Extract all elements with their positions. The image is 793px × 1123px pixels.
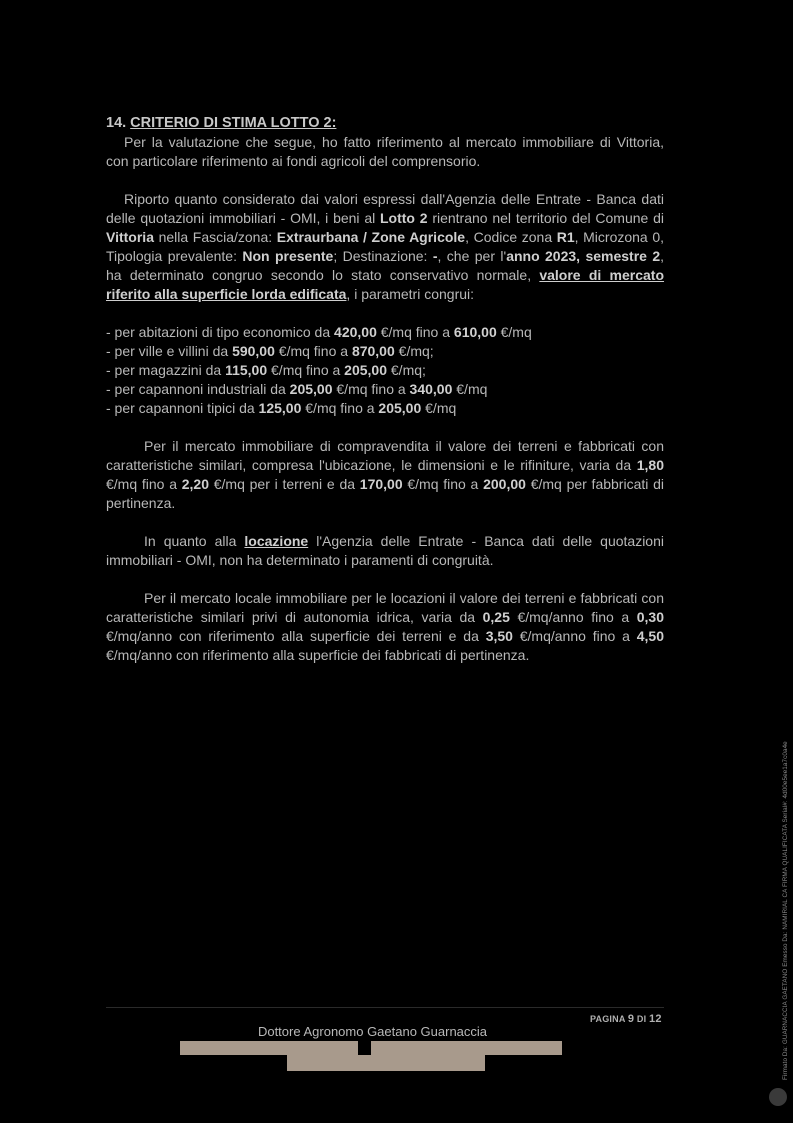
omi-paragraph: Riporto quanto considerato dai valori espressi dall'Agenzia delle Entrate - Banca dati delle quotazioni immobiliari - OMI, i beni al Lotto 2 rientrano nel territorio del Comune di Vittoria nella Fascia/zona: Extraurbana / Zone Agricole, Codice zona R1, Microzona 0, Tipologia prevalente: Non presente; Destinazione: -, che per l'anno 2023, semestre 2, ha determinato congruo secondo lo stato conservativo normale, valore di mercato riferito alla superficie lorda edificata, i parametri congrui:: [106, 191, 665, 302]
locazione-paragraph: In quanto alla locazione l'Agenzia delle Entrate - Banca dati delle quotazioni immobiliari - OMI, non ha determinato i paramenti di congruità.: [106, 533, 664, 568]
list-item: - per magazzini da 115,00 €/mq fino a 205,00 €/mq;: [106, 362, 426, 378]
section-number: 14.: [106, 115, 127, 131]
valore-di-mercato-link-text: valore di mercato riferito alla superficie lorda edificata: [106, 267, 665, 302]
section-title: CRITERIO DI STIMA LOTTO 2:: [130, 115, 337, 131]
footer-decoration-bar-lower: [287, 1055, 485, 1071]
digital-signature-stamp: Firmato Da: GUARNACCIA GAETANO Emesso Da: NAMIRIAL CA FIRMA QUALIFICATA Serial#: 4d00e5ee1a7c0a4e: [782, 741, 789, 1080]
list-item: - per abitazioni di tipo economico da 420,00 €/mq fino a 610,00 €/mq: [106, 324, 532, 340]
intro-paragraph: Per la valutazione che segue, ho fatto riferimento al mercato immobiliare di Vittoria, con particolare riferimento ai fondi agricoli del comprensorio.: [106, 134, 664, 169]
mercato-locale-paragraph: Per il mercato locale immobiliare per le locazioni il valore dei terreni e fabbricati con caratteristiche similari privi di autonomia idrica, varia da 0,25 €/mq/anno fino a 0,30 €/mq/anno con riferimento alla superficie dei terreni e da 3,50 €/mq/anno fino a 4,50 €/mq/anno con riferimento alla superficie dei fabbricati di pertinenza.: [106, 590, 664, 663]
footer-divider: [106, 1007, 664, 1008]
price-list: [106, 323, 664, 418]
footer-author: Dottore Agronomo Gaetano Guarnaccia: [257, 1024, 488, 1039]
list-item: - per capannoni industriali da 205,00 €/mq fino a 340,00 €/mq: [106, 381, 488, 397]
page-number: PAGINA 9 DI 12: [590, 1013, 662, 1025]
seal-icon: [769, 1088, 787, 1106]
list-item: - per ville e villini da 590,00 €/mq fino a 870,00 €/mq;: [106, 343, 434, 359]
list-item: - per capannoni tipici da 125,00 €/mq fino a 205,00 €/mq: [106, 400, 457, 416]
compravendita-paragraph: Per il mercato immobiliare di compravendita il valore dei terreni e fabbricati con caratteristiche similari, compresa l'ubicazione, le dimensioni e le rifiniture, varia da 1,80 €/mq fino a 2,20 €/mq per i terreni e da 170,00 €/mq fino a 200,00 €/mq per fabbricati di pertinenza.: [106, 438, 665, 511]
footer-decoration-bar: [180, 1041, 562, 1055]
section-heading: [106, 114, 664, 133]
document-body: [106, 114, 664, 665]
locazione-underlined: locazione: [244, 533, 309, 549]
